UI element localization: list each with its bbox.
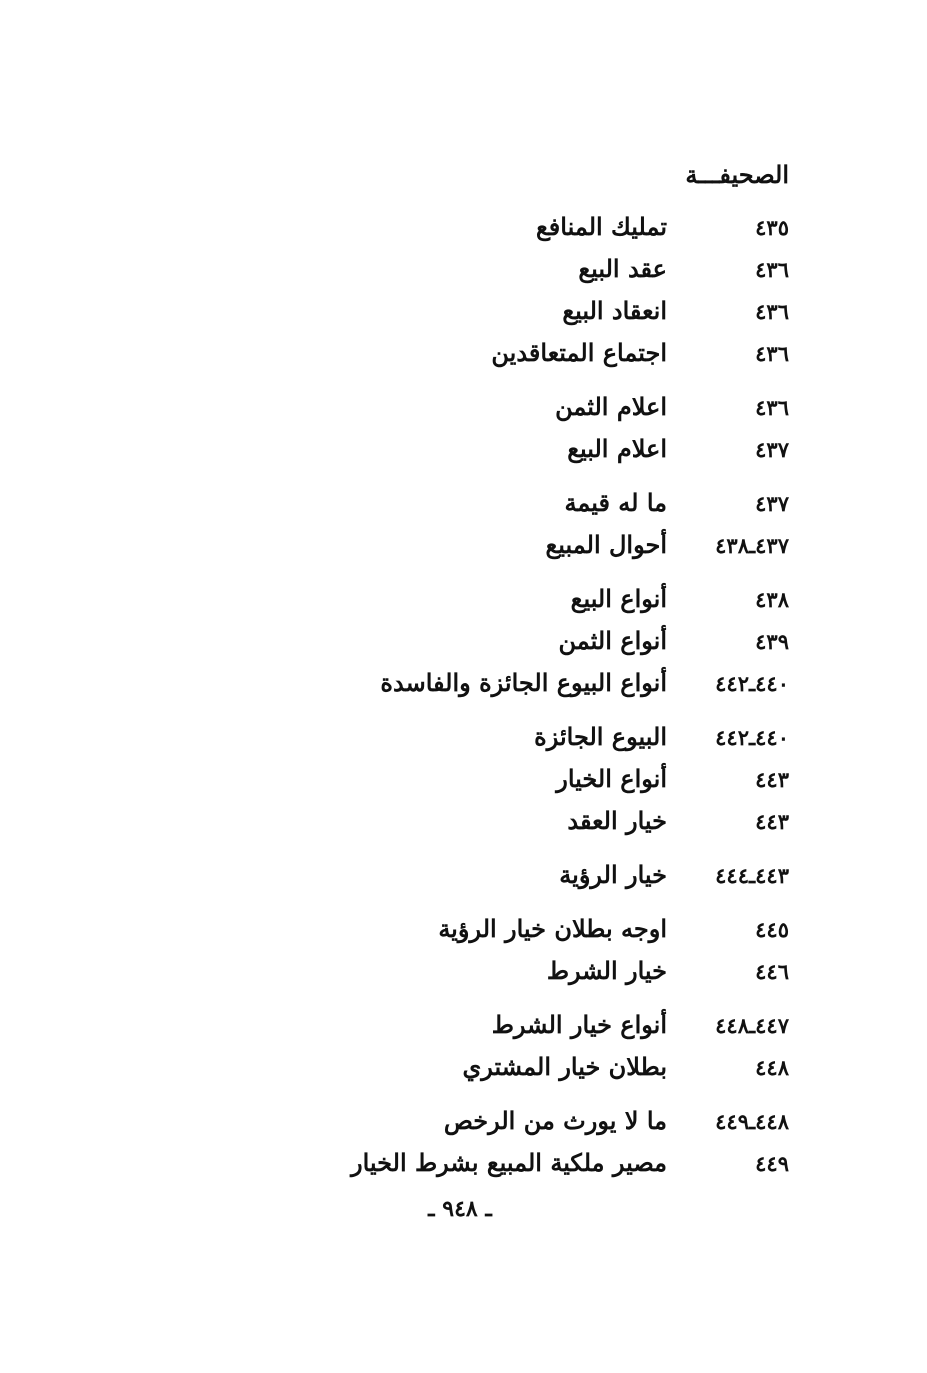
toc-entry: [229, 530, 789, 572]
toc-entry: [229, 1010, 789, 1052]
toc-entry-page: ٤٤٨: [755, 1055, 789, 1080]
toc-entry-title: خيار العقد: [567, 806, 667, 835]
toc-entry-title: اوجه بطلان خيار الرؤية: [438, 914, 667, 943]
toc-entry: [229, 806, 789, 848]
toc-entry-page: ٤٤٩: [755, 1151, 789, 1176]
toc-entry-title: ما لا يورث من الرخص: [443, 1106, 667, 1135]
toc-entry-title: أنواع خيار الشرط: [491, 1010, 667, 1039]
toc-entry: [229, 1106, 789, 1148]
toc-entry-title: عقد البيع: [578, 254, 667, 283]
toc-entry-title: ما له قيمة: [564, 488, 667, 517]
toc-entry: [229, 626, 789, 668]
toc-entry-page: ٤٤٥: [755, 917, 789, 942]
toc-entry-title: اعلام البيع: [567, 434, 667, 463]
toc-entry: [229, 1052, 789, 1094]
toc-entry-title: خيار الشرط: [546, 956, 667, 985]
toc-entry-page: ٤٣٦: [755, 299, 789, 324]
toc-entry-page: ٤٣٨: [755, 587, 789, 612]
toc-entry: [229, 392, 789, 434]
page-column-header: الصحيفـــة: [685, 160, 789, 189]
toc-entry-page: ٤٤٦: [755, 959, 789, 984]
toc-entry-title: تمليك المنافع: [536, 212, 667, 241]
toc-entry-title: اجتماع المتعاقدين: [491, 338, 667, 367]
toc-entry: [229, 254, 789, 296]
toc-entry: [229, 860, 789, 902]
toc-entry-title: البيوع الجائزة: [534, 722, 667, 751]
toc-entry: [229, 914, 789, 956]
toc-entry: [229, 296, 789, 338]
toc-entry-page: ٤٣٥: [755, 215, 789, 240]
toc-entry-title: خيار الرؤية: [559, 860, 667, 889]
toc-entry-title: مصير ملكية المبيع بشرط الخيار: [351, 1148, 667, 1177]
toc-entry: [229, 722, 789, 764]
toc-entry-title: أنواع الخيار: [556, 764, 667, 793]
toc-entry-page: ٤٣٦: [755, 395, 789, 420]
table-of-contents: [229, 212, 789, 1190]
toc-entry: [229, 212, 789, 254]
toc-entry-title: اعلام الثمن: [555, 392, 667, 421]
toc-entry: [229, 956, 789, 998]
toc-entry-title: أنواع البيع: [570, 584, 667, 613]
toc-entry: [229, 1148, 789, 1190]
toc-entry-page: ٤٤٠ـ٤٤٢: [715, 725, 789, 750]
page-number-footer: ـ ٩٤٨ ـ: [428, 1196, 492, 1222]
toc-entry-page: ٤٤٣ـ٤٤٤: [715, 863, 789, 888]
toc-entry-page: ٤٣٧ـ٤٣٨: [715, 533, 789, 558]
toc-entry-title: بطلان خيار المشتري: [462, 1052, 667, 1081]
toc-entry: [229, 764, 789, 806]
toc-entry-page: ٤٣٩: [755, 629, 789, 654]
toc-entry-title: أنواع البيوع الجائزة والفاسدة: [380, 668, 667, 697]
toc-entry: [229, 584, 789, 626]
toc-entry-page: ٤٣٧: [755, 437, 789, 462]
toc-entry-page: ٤٤٣: [755, 809, 789, 834]
toc-entry-page: ٤٣٧: [755, 491, 789, 516]
toc-entry-page: ٤٣٦: [755, 341, 789, 366]
toc-entry-title: أحوال المبيع: [545, 530, 667, 559]
toc-entry: [229, 338, 789, 380]
toc-entry: [229, 668, 789, 710]
toc-entry-page: ٤٤٧ـ٤٤٨: [715, 1013, 789, 1038]
toc-entry-page: ٤٤٠ـ٤٤٢: [715, 671, 789, 696]
toc-entry: [229, 488, 789, 530]
toc-entry-page: ٤٤٣: [755, 767, 789, 792]
toc-entry-title: انعقاد البيع: [562, 296, 667, 325]
toc-entry-page: ٤٤٨ـ٤٤٩: [715, 1109, 789, 1134]
toc-entry-title: أنواع الثمن: [558, 626, 667, 655]
toc-entry-page: ٤٣٦: [755, 257, 789, 282]
toc-entry: [229, 434, 789, 476]
